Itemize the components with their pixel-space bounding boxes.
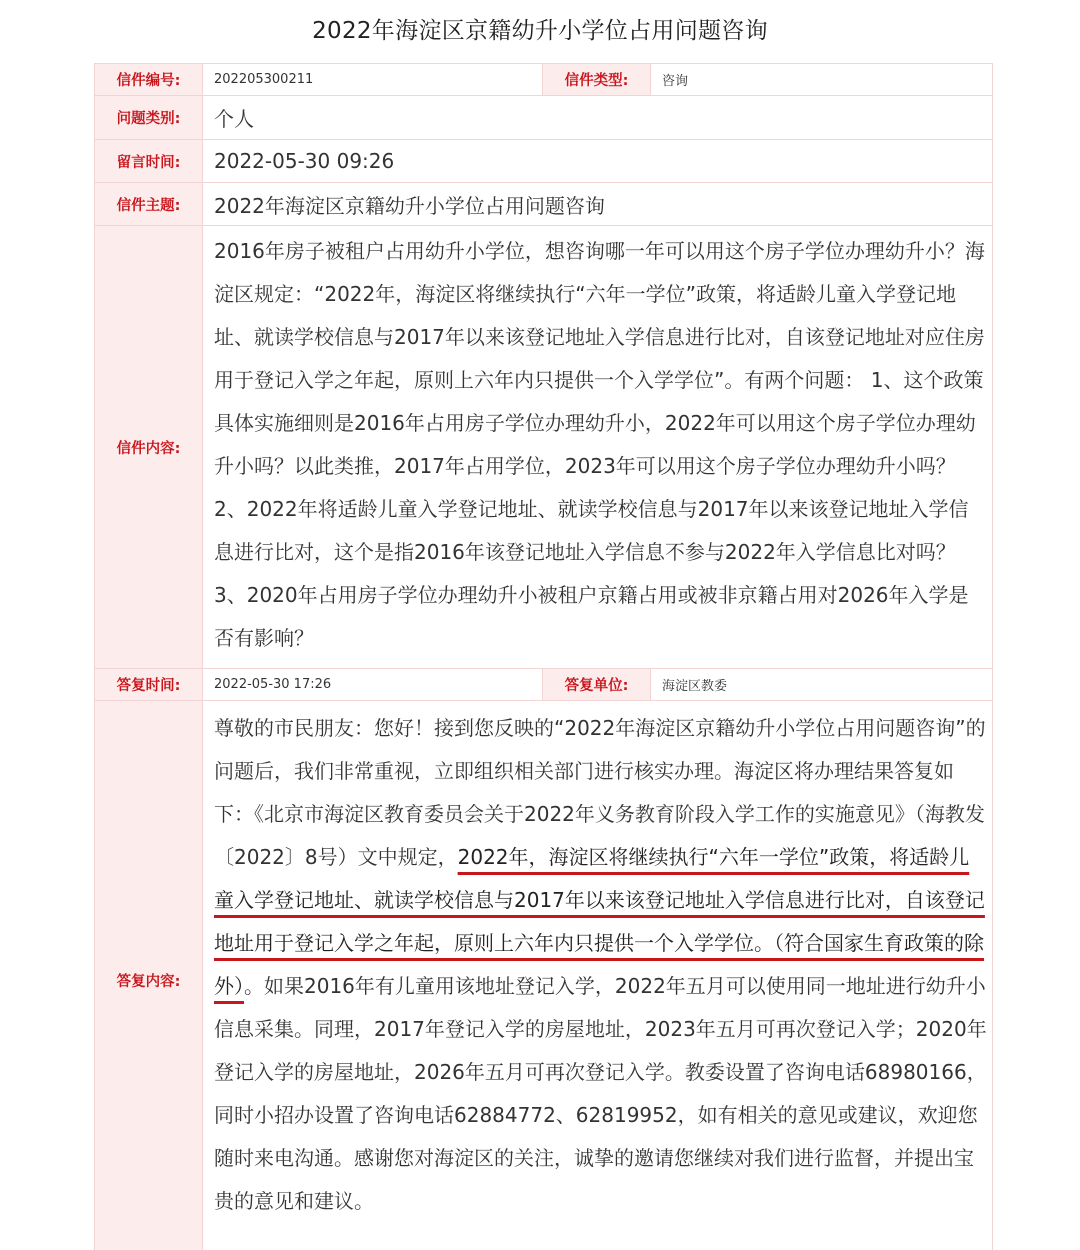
reply-content-text xyxy=(214,707,988,1223)
content-label: 信件内容: xyxy=(95,226,203,669)
letter-content-text: 2016年房子被租户占用幼升小学位，想咨询哪一年可以用这个房子学位办理幼升小？海淀区规定：“2022年，海淀区将继续执行“六年一学位”政策，将适龄儿童入学登记地址、就读学校信息与2017年以来该登记地址入学信息进行比对，自该登记地址对应住房用于登记入学之年起，原则上六年内只提供一个入学学位”。有两个问题： 1、这个政策具体实施细则是2016年占用房子学位办理幼升小，2022年可以用这个房子学位办理幼升小吗？以此类推，2017年占用学位，2023年可以用这个房子学位办理幼升小吗？ 2、2022年将适龄儿童入学登记地址、就读学校信息与2017年以来该登记地址入学信息进行比对，这个是指2016年该登记地址入学信息不参与2022年入学信息比对吗？ 3、2020年占用房子学位办理幼升小被租户京籍占用或被非京籍占用对2026年入学是否有影响？ xyxy=(214,239,985,650)
letter-number-value: 202205300211 xyxy=(203,64,543,96)
category-value: 个人 xyxy=(203,96,993,140)
reply-time-label: 答复时间: xyxy=(95,669,203,701)
reply-underlined-policy: 2022年，海淀区将继续执行“六年一学位”政策，将适龄儿童入学登记地址、就读学校信息与2017年以来该登记地址入学信息进行比对，自该登记地址用于登记入学之年起，原则上六年内只提供一个入学学位。（符合国家生育政策的除外） xyxy=(214,845,985,998)
letter-type-value: 咨询 xyxy=(651,64,993,96)
message-time-label: 留言时间: xyxy=(95,140,203,183)
reply-unit-value: 海淀区教委 xyxy=(651,669,993,701)
letter-number-label: 信件编号: xyxy=(95,64,203,96)
message-time-value: 2022-05-30 09:26 xyxy=(203,140,993,183)
reply-content-label: 答复内容: xyxy=(95,701,203,1250)
subject-label: 信件主题: xyxy=(95,183,203,226)
subject-value: 2022年海淀区京籍幼升小学位占用问题咨询 xyxy=(203,183,993,226)
reply-time-value: 2022-05-30 17:26 xyxy=(203,669,543,701)
letter-detail-table xyxy=(94,63,993,1250)
reply-content-cell xyxy=(203,701,993,1250)
reply-text-part1: 尊敬的市民朋友：您好！接到您反映的“2022年海淀区京籍幼升小学位占用问题咨询”的问题后，我们非常重视，立即组织相关部门进行核实办理。海淀区将办理结果答复如下：《北京市海淀区教育委员会关于2022年义务教育阶段入学工作的实施意见》（海教发〔2022〕8号）文中规定， xyxy=(214,716,986,869)
content-cell xyxy=(203,226,993,669)
letter-type-label: 信件类型: xyxy=(543,64,651,96)
reply-unit-label: 答复单位: xyxy=(543,669,651,701)
page-title: 2022年海淀区京籍幼升小学位占用问题咨询 xyxy=(312,18,768,44)
row-subject xyxy=(95,183,993,226)
row-message-time xyxy=(95,140,993,183)
row-content xyxy=(95,226,993,669)
row-reply-content xyxy=(95,701,993,1250)
row-letter-number xyxy=(95,64,993,96)
reply-text-part2: 。如果2016年有儿童用该地址登记入学，2022年五月可以使用同一地址进行幼升小信息采集。同理，2017年登记入学的房屋地址，2023年五月可再次登记入学；2020年登记入学的房屋地址，2026年五月可再次登记入学。教委设置了咨询电话68980166，同时小招办设置了咨询电话62884772、62819952，如有相关的意见或建议，欢迎您随时来电沟通。感谢您对海淀区的关注，诚挚的邀请您继续对我们进行监督，并提出宝贵的意见和建议。 xyxy=(214,974,987,1213)
row-reply-time xyxy=(95,669,993,701)
row-category xyxy=(95,96,993,140)
category-label: 问题类别: xyxy=(95,96,203,140)
